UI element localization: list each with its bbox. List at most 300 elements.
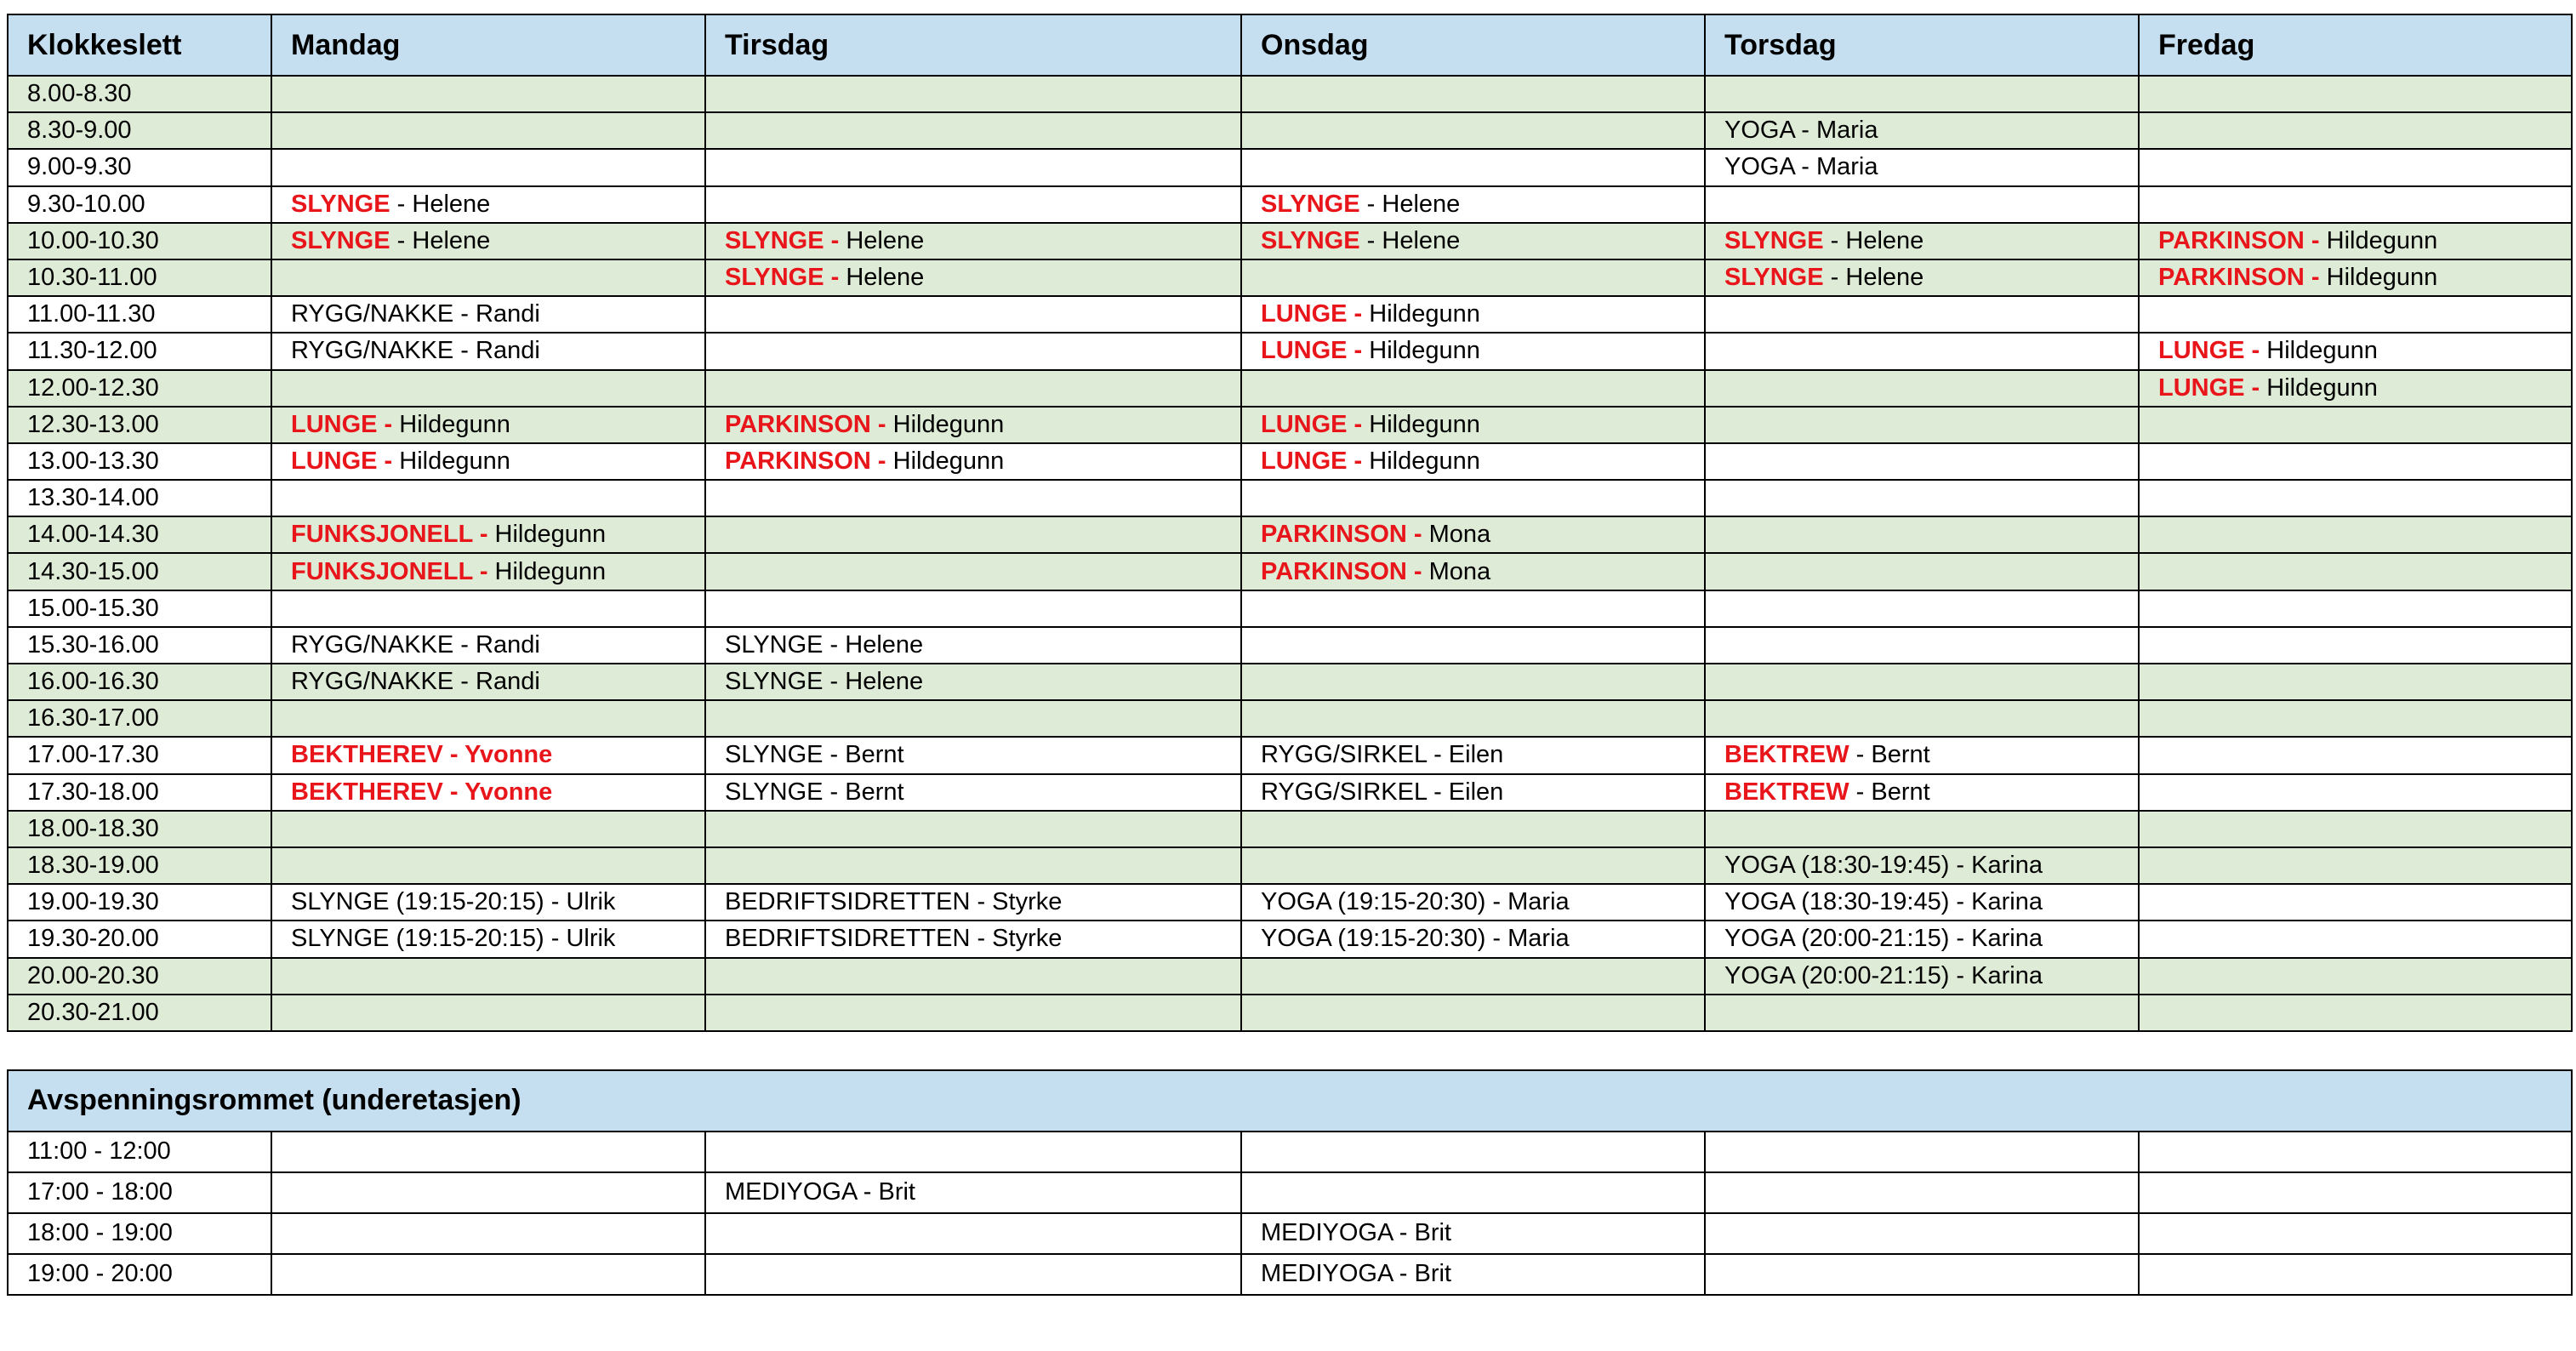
- schedule-cell: [1241, 884, 1705, 921]
- instructor-name: Hildegunn: [1369, 300, 1480, 328]
- activity-name: SLYNGE: [1261, 226, 1360, 254]
- schedule-cell: [1241, 811, 1705, 847]
- activity-name: LUNGE -: [291, 410, 393, 438]
- schedule-row: [8, 223, 2572, 259]
- activity-text: BEDRIFTSIDRETTEN - Styrke: [725, 888, 1063, 916]
- activity-name: FUNKSJONELL -: [291, 521, 488, 549]
- schedule-row: [8, 627, 2572, 664]
- activity-text: BEKTHEREV - Yvonne: [291, 741, 553, 769]
- time-slot: 17.30-18.00: [8, 774, 271, 811]
- schedule-cell: [2139, 700, 2572, 737]
- schedule-cell: [271, 333, 705, 369]
- schedule-cell: [271, 112, 705, 149]
- activity-text: MEDIYOGA - Brit: [1261, 1260, 1451, 1288]
- schedule-cell: [705, 259, 1241, 296]
- schedule-cell: [271, 700, 705, 737]
- schedule-cell: [271, 480, 705, 516]
- time-slot: 17:00 - 18:00: [8, 1172, 271, 1213]
- schedule-cell: [2139, 1254, 2572, 1295]
- schedule-cell: [271, 921, 705, 957]
- activity-text: RYGG/SIRKEL - Eilen: [1261, 778, 1504, 806]
- header-wednesday: Onsdag: [1241, 14, 1705, 76]
- time-slot: 20.30-21.00: [8, 995, 271, 1031]
- activity-text: BEKTHEREV - Yvonne: [291, 778, 553, 806]
- instructor-name: Helene: [412, 190, 491, 218]
- schedule-cell: [705, 76, 1241, 112]
- schedule-cell: [271, 627, 705, 664]
- section-gap: [7, 1032, 2571, 1069]
- activity-text: RYGG/NAKKE - Randi: [291, 300, 540, 328]
- schedule-cell: [705, 590, 1241, 627]
- schedule-cell: [705, 480, 1241, 516]
- schedule-cell: [1705, 553, 2139, 590]
- time-slot: 16.00-16.30: [8, 664, 271, 700]
- schedule-row: [8, 296, 2572, 333]
- time-slot: 11:00 - 12:00: [8, 1132, 271, 1172]
- schedule-cell: [1705, 700, 2139, 737]
- schedule-cell: [1241, 590, 1705, 627]
- schedule-cell: [705, 1172, 1241, 1213]
- relax-room-header-row: [8, 1070, 2572, 1132]
- schedule-cell: [705, 700, 1241, 737]
- schedule-cell: [2139, 186, 2572, 223]
- instructor-name: Hildegunn: [399, 410, 510, 438]
- schedule-cell: [1241, 774, 1705, 811]
- schedule-row: [8, 737, 2572, 773]
- time-slot: 15.00-15.30: [8, 590, 271, 627]
- activity-separator: -: [1823, 226, 1846, 254]
- time-slot: 8.30-9.00: [8, 112, 271, 149]
- activity-name: BEKTREW: [1724, 778, 1849, 806]
- schedule-cell: [271, 553, 705, 590]
- time-slot: 8.00-8.30: [8, 76, 271, 112]
- activity-name: LUNGE -: [2158, 373, 2260, 402]
- schedule-cell: [1241, 296, 1705, 333]
- schedule-cell: [1241, 480, 1705, 516]
- activity-separator: -: [1849, 741, 1872, 769]
- schedule-cell: [271, 516, 705, 553]
- schedule-cell: [1705, 516, 2139, 553]
- time-slot: 14.00-14.30: [8, 516, 271, 553]
- activity-separator: [1422, 521, 1429, 548]
- activity-name: SLYNGE -: [725, 264, 840, 292]
- activity-name: SLYNGE: [291, 190, 390, 218]
- instructor-name: Bernt: [1871, 741, 1930, 769]
- schedule-cell: [2139, 259, 2572, 296]
- activity-text: SLYNGE - Bernt: [725, 741, 904, 769]
- activity-text: SLYNGE - Helene: [725, 630, 924, 658]
- instructor-name: Bernt: [1871, 778, 1930, 806]
- time-slot: 17.00-17.30: [8, 737, 271, 773]
- activity-text: YOGA - Maria: [1724, 117, 1878, 145]
- schedule-cell: [705, 149, 1241, 185]
- schedule-row: [8, 516, 2572, 553]
- time-slot: 13.00-13.30: [8, 443, 271, 480]
- schedule-cell: [2139, 1213, 2572, 1254]
- relax-room-row: [8, 1132, 2572, 1172]
- activity-name: LUNGE -: [1261, 410, 1363, 438]
- schedule-cell: [705, 1213, 1241, 1254]
- schedule-cell: [1705, 149, 2139, 185]
- schedule-cell: [705, 333, 1241, 369]
- activity-separator: -: [1359, 226, 1382, 254]
- instructor-name: Helene: [1382, 226, 1461, 254]
- activity-name: SLYNGE -: [725, 226, 840, 254]
- schedule-cell: [1241, 737, 1705, 773]
- activity-text: YOGA (19:15-20:30) - Maria: [1261, 888, 1570, 916]
- relax-room-row: [8, 1172, 2572, 1213]
- activity-text: MEDIYOGA - Brit: [725, 1178, 915, 1206]
- instructor-name: Hildegunn: [1369, 447, 1480, 475]
- schedule-cell: [271, 884, 705, 921]
- time-slot: 15.30-16.00: [8, 627, 271, 664]
- schedule-row: [8, 664, 2572, 700]
- time-slot: 10.00-10.30: [8, 223, 271, 259]
- schedule-cell: [1705, 847, 2139, 884]
- header-friday: Fredag: [2139, 14, 2572, 76]
- activity-name: SLYNGE: [291, 226, 390, 254]
- instructor-name: Hildegunn: [494, 521, 607, 549]
- schedule-cell: [705, 186, 1241, 223]
- schedule-row: [8, 149, 2572, 185]
- activity-name: BEKTREW: [1724, 741, 1849, 769]
- schedule-cell: [271, 1132, 705, 1172]
- relax-room-body: [8, 1132, 2572, 1295]
- activity-text: SLYNGE (19:15-20:15) - Ulrik: [291, 925, 616, 953]
- header-thursday: Torsdag: [1705, 14, 2139, 76]
- schedule-row: [8, 76, 2572, 112]
- schedule-cell: [705, 627, 1241, 664]
- schedule-cell: [271, 1172, 705, 1213]
- activity-text: SLYNGE - Helene: [725, 668, 924, 696]
- schedule-cell: [705, 664, 1241, 700]
- time-slot: 11.30-12.00: [8, 333, 271, 369]
- activity-name: PARKINSON -: [2158, 226, 2320, 254]
- weekly-schedule-table: [7, 14, 2573, 1032]
- activity-name: LUNGE -: [1261, 337, 1363, 365]
- activity-name: SLYNGE: [1724, 264, 1824, 292]
- schedule-cell: [1241, 1132, 1705, 1172]
- schedule-cell: [1705, 1172, 2139, 1213]
- schedule-cell: [705, 296, 1241, 333]
- schedule-cell: [2139, 590, 2572, 627]
- schedule-cell: [1705, 333, 2139, 369]
- schedule-cell: [1241, 333, 1705, 369]
- activity-name: LUNGE -: [1261, 300, 1363, 328]
- schedule-cell: [271, 664, 705, 700]
- activity-separator: -: [390, 190, 413, 218]
- schedule-cell: [1705, 590, 2139, 627]
- activity-separator: -: [1849, 778, 1872, 806]
- instructor-name: Mona: [1428, 557, 1491, 585]
- schedule-cell: [705, 112, 1241, 149]
- header-time: Klokkeslett: [8, 14, 271, 76]
- relax-room-row: [8, 1213, 2572, 1254]
- activity-text: RYGG/SIRKEL - Eilen: [1261, 741, 1504, 769]
- activity-text: RYGG/NAKKE - Randi: [291, 337, 540, 365]
- time-slot: 9.30-10.00: [8, 186, 271, 223]
- schedule-cell: [1241, 664, 1705, 700]
- schedule-cell: [271, 590, 705, 627]
- schedule-cell: [2139, 370, 2572, 407]
- schedule-row: [8, 958, 2572, 995]
- activity-separator: [886, 411, 893, 438]
- schedule-cell: [271, 407, 705, 443]
- activity-name: FUNKSJONELL -: [291, 557, 488, 585]
- schedule-row: [8, 407, 2572, 443]
- relax-room-title: Avspenningsrommet (underetasjen): [8, 1070, 2572, 1132]
- schedule-cell: [2139, 1132, 2572, 1172]
- schedule-cell: [2139, 664, 2572, 700]
- schedule-cell: [1241, 112, 1705, 149]
- schedule-cell: [271, 443, 705, 480]
- schedule-cell: [2139, 627, 2572, 664]
- activity-text: SLYNGE - Bernt: [725, 778, 904, 806]
- instructor-name: Hildegunn: [2326, 264, 2438, 292]
- schedule-cell: [2139, 296, 2572, 333]
- schedule-cell: [1241, 1254, 1705, 1295]
- instructor-name: Helene: [846, 226, 925, 254]
- activity-name: SLYNGE: [1724, 226, 1824, 254]
- activity-name: LUNGE -: [291, 447, 393, 475]
- activity-separator: [487, 521, 494, 548]
- schedule-row: [8, 700, 2572, 737]
- activity-text: YOGA (18:30-19:45) - Karina: [1724, 852, 2043, 880]
- schedule-cell: [2139, 76, 2572, 112]
- schedule-cell: [1705, 774, 2139, 811]
- schedule-row: [8, 884, 2572, 921]
- schedule-cell: [2139, 407, 2572, 443]
- schedule-cell: [705, 1132, 1241, 1172]
- schedule-row: [8, 590, 2572, 627]
- activity-text: RYGG/NAKKE - Randi: [291, 630, 540, 658]
- schedule-cell: [1241, 995, 1705, 1031]
- time-slot: 18:00 - 19:00: [8, 1213, 271, 1254]
- activity-separator: [2320, 227, 2327, 254]
- schedule-cell: [2139, 223, 2572, 259]
- instructor-name: Hildegunn: [892, 447, 1005, 475]
- schedule-cell: [2139, 516, 2572, 553]
- time-slot: 13.30-14.00: [8, 480, 271, 516]
- schedule-cell: [2139, 811, 2572, 847]
- schedule-cell: [2139, 1172, 2572, 1213]
- schedule-cell: [1705, 259, 2139, 296]
- schedule-row: [8, 921, 2572, 957]
- schedule-cell: [271, 259, 705, 296]
- instructor-name: Helene: [846, 264, 925, 292]
- instructor-name: Hildegunn: [2326, 226, 2438, 254]
- relax-room-table: [7, 1069, 2573, 1296]
- schedule-cell: [271, 149, 705, 185]
- schedule-cell: [271, 958, 705, 995]
- time-slot: 20.00-20.30: [8, 958, 271, 995]
- activity-separator: -: [1823, 264, 1846, 292]
- schedule-cell: [1705, 921, 2139, 957]
- schedule-cell: [705, 811, 1241, 847]
- schedule-cell: [1705, 737, 2139, 773]
- activity-name: SLYNGE: [1261, 190, 1360, 218]
- schedule-cell: [271, 370, 705, 407]
- schedule-cell: [2139, 884, 2572, 921]
- schedule-cell: [2139, 333, 2572, 369]
- schedule-cell: [1705, 958, 2139, 995]
- activity-name: PARKINSON -: [2158, 264, 2320, 292]
- schedule-cell: [705, 223, 1241, 259]
- schedule-cell: [705, 516, 1241, 553]
- schedule-cell: [1241, 553, 1705, 590]
- schedule-cell: [705, 921, 1241, 957]
- schedule-cell: [2139, 112, 2572, 149]
- activity-text: YOGA (19:15-20:30) - Maria: [1261, 925, 1570, 953]
- schedule-cell: [1241, 921, 1705, 957]
- schedule-cell: [1241, 443, 1705, 480]
- schedule-cell: [271, 1254, 705, 1295]
- schedule-cell: [1705, 407, 2139, 443]
- activity-separator: [487, 558, 494, 585]
- time-slot: 18.30-19.00: [8, 847, 271, 884]
- activity-separator: -: [1359, 190, 1382, 218]
- schedule-cell: [1705, 664, 2139, 700]
- activity-separator: [2320, 264, 2327, 291]
- schedule-row: [8, 333, 2572, 369]
- schedule-cell: [1241, 76, 1705, 112]
- time-slot: 11.00-11.30: [8, 296, 271, 333]
- schedule-row: [8, 370, 2572, 407]
- activity-separator: -: [390, 226, 413, 254]
- schedule-cell: [2139, 149, 2572, 185]
- time-slot: 12.30-13.00: [8, 407, 271, 443]
- activity-name: PARKINSON -: [1261, 521, 1422, 549]
- schedule-cell: [1241, 149, 1705, 185]
- schedule-cell: [705, 737, 1241, 773]
- activity-text: MEDIYOGA - Brit: [1261, 1219, 1451, 1247]
- time-slot: 19.00-19.30: [8, 884, 271, 921]
- schedule-cell: [1705, 1213, 2139, 1254]
- schedule-cell: [1241, 1213, 1705, 1254]
- time-slot: 19.30-20.00: [8, 921, 271, 957]
- schedule-cell: [1241, 847, 1705, 884]
- schedule-cell: [1705, 1132, 2139, 1172]
- activity-text: SLYNGE (19:15-20:15) - Ulrik: [291, 888, 616, 916]
- schedule-cell: [1241, 516, 1705, 553]
- schedule-cell: [705, 443, 1241, 480]
- time-slot: 10.30-11.00: [8, 259, 271, 296]
- schedule-cell: [1241, 186, 1705, 223]
- schedule-body: [8, 76, 2572, 1031]
- instructor-name: Hildegunn: [2266, 373, 2378, 402]
- activity-name: LUNGE -: [1261, 447, 1363, 475]
- instructor-name: Helene: [1845, 226, 1924, 254]
- activity-separator: [886, 447, 893, 475]
- schedule-cell: [1705, 480, 2139, 516]
- schedule-row: [8, 553, 2572, 590]
- schedule-cell: [271, 774, 705, 811]
- schedule-cell: [1705, 296, 2139, 333]
- instructor-name: Helene: [1845, 264, 1924, 292]
- activity-name: LUNGE -: [2158, 337, 2260, 365]
- schedule-cell: [705, 1254, 1241, 1295]
- time-slot: 16.30-17.00: [8, 700, 271, 737]
- schedule-cell: [2139, 995, 2572, 1031]
- time-slot: 9.00-9.30: [8, 149, 271, 185]
- instructor-name: Helene: [1382, 190, 1461, 218]
- schedule-cell: [1241, 370, 1705, 407]
- instructor-name: Hildegunn: [2266, 337, 2378, 365]
- instructor-name: Mona: [1428, 521, 1491, 549]
- instructor-name: Helene: [412, 226, 491, 254]
- schedule-cell: [2139, 774, 2572, 811]
- schedule-cell: [705, 370, 1241, 407]
- activity-text: BEDRIFTSIDRETTEN - Styrke: [725, 925, 1063, 953]
- header-tuesday: Tirsdag: [705, 14, 1241, 76]
- schedule-cell: [1241, 259, 1705, 296]
- activity-name: PARKINSON -: [725, 447, 886, 475]
- schedule-row: [8, 259, 2572, 296]
- schedule-cell: [705, 995, 1241, 1031]
- schedule-cell: [1705, 884, 2139, 921]
- time-slot: 12.00-12.30: [8, 370, 271, 407]
- schedule-cell: [2139, 958, 2572, 995]
- schedule-cell: [271, 737, 705, 773]
- header-monday: Mandag: [271, 14, 705, 76]
- schedule-row: [8, 443, 2572, 480]
- activity-text: YOGA (20:00-21:15) - Karina: [1724, 925, 2043, 953]
- instructor-name: Hildegunn: [399, 447, 510, 475]
- time-slot: 14.30-15.00: [8, 553, 271, 590]
- schedule-cell: [271, 296, 705, 333]
- schedule-cell: [1241, 407, 1705, 443]
- time-slot: 19:00 - 20:00: [8, 1254, 271, 1295]
- schedule-cell: [2139, 553, 2572, 590]
- activity-text: RYGG/NAKKE - Randi: [291, 668, 540, 696]
- schedule-cell: [271, 1213, 705, 1254]
- schedule-cell: [271, 811, 705, 847]
- schedule-row: [8, 112, 2572, 149]
- instructor-name: Hildegunn: [1369, 410, 1480, 438]
- schedule-cell: [1705, 112, 2139, 149]
- schedule-cell: [1705, 811, 2139, 847]
- schedule-cell: [2139, 847, 2572, 884]
- schedule-cell: [705, 774, 1241, 811]
- activity-name: PARKINSON -: [725, 410, 886, 438]
- schedule-cell: [1705, 1254, 2139, 1295]
- schedule-cell: [1241, 1172, 1705, 1213]
- schedule-row: [8, 811, 2572, 847]
- schedule-cell: [271, 186, 705, 223]
- activity-name: PARKINSON -: [1261, 557, 1422, 585]
- schedule-cell: [1241, 700, 1705, 737]
- schedule-cell: [1241, 627, 1705, 664]
- activity-text: YOGA (20:00-21:15) - Karina: [1724, 961, 2043, 989]
- schedule-row: [8, 186, 2572, 223]
- schedule-row: [8, 847, 2572, 884]
- time-slot: 18.00-18.30: [8, 811, 271, 847]
- activity-separator: [1422, 558, 1429, 585]
- schedule-cell: [705, 847, 1241, 884]
- schedule-cell: [1705, 223, 2139, 259]
- schedule-sheet: [7, 14, 2571, 1296]
- schedule-cell: [2139, 737, 2572, 773]
- schedule-cell: [1705, 76, 2139, 112]
- instructor-name: Hildegunn: [892, 410, 1005, 438]
- activity-text: YOGA - Maria: [1724, 153, 1878, 181]
- instructor-name: Hildegunn: [494, 557, 607, 585]
- schedule-cell: [1241, 223, 1705, 259]
- schedule-row: [8, 480, 2572, 516]
- schedule-cell: [1241, 958, 1705, 995]
- schedule-cell: [705, 884, 1241, 921]
- header-row: [8, 14, 2572, 76]
